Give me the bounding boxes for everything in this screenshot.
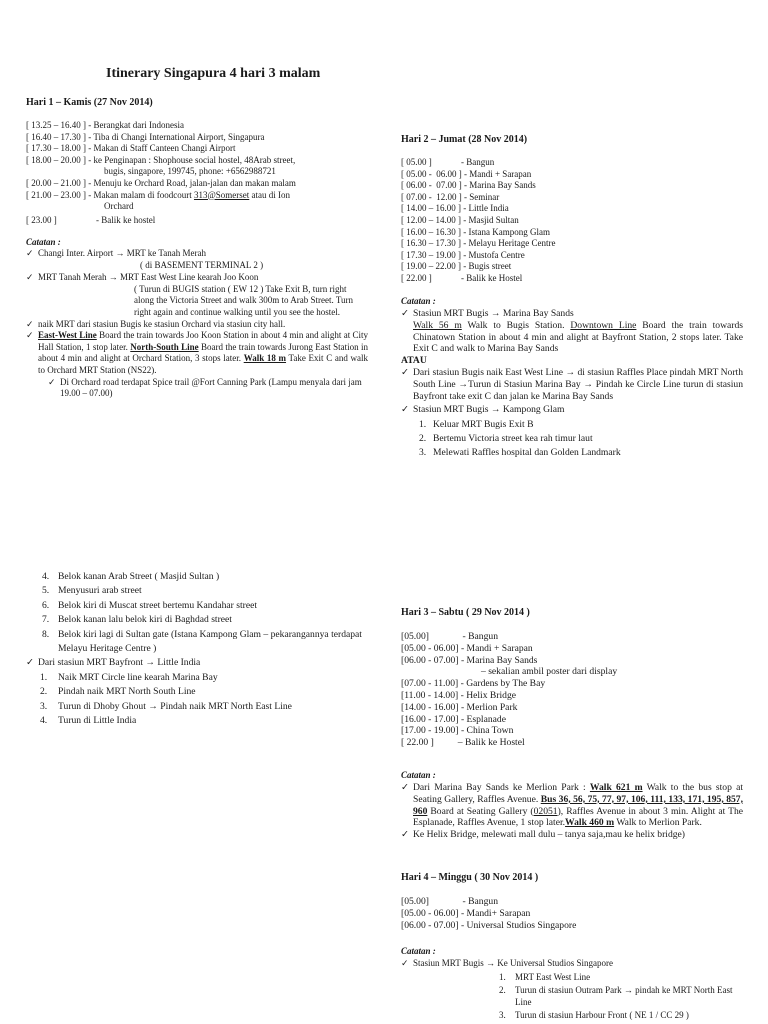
- note-text: [401, 320, 743, 355]
- note-text: Take Exit C and walk to Orchard MRT Station (NS22).: [38, 353, 369, 375]
- schedule-line: [06.00 - 07.00] - Universal Studios Singapore: [401, 919, 577, 931]
- schedule-line: [ 16.00 – 16.30 ] - Istana Kampong Glam: [401, 226, 550, 237]
- schedule-line: [ 20.00 – 21.00 ] - Menuju ke Orchard Road, jalan-jalan dan makan malam: [26, 177, 296, 188]
- list-item: [26, 628, 368, 657]
- list-number: 1.: [419, 419, 427, 431]
- schedule-line: [17.00 - 19.00] - China Town: [401, 725, 514, 737]
- check-icon: ✓: [26, 272, 34, 283]
- day1-catatan: Catatan :: [26, 237, 61, 247]
- step-text: Menyusuri arab street: [58, 585, 142, 597]
- schedule-line: [ 22.00 ] – Balik ke Hostel: [401, 737, 525, 749]
- note-text: Stasiun MRT Bugis → Ke Universal Studios Singapore: [413, 958, 614, 968]
- check-icon: ✓: [401, 829, 410, 841]
- schedule-line: [ 05.00 - 06.00 ] - Mandi + Sarapan: [401, 168, 532, 179]
- list-item: [401, 446, 743, 460]
- note-text: ), Raffles Avenue in about 3 min. Alight at The Esplanade, Raffles Avenue, 1 stop later.: [413, 805, 743, 829]
- list-item: [401, 432, 743, 446]
- check-icon: ✓: [401, 404, 410, 416]
- note-text: Ke Helix Bridge, melewati mall dulu – tanya saja,mau ke helix bridge): [413, 829, 686, 841]
- list-number: 2.: [40, 686, 48, 698]
- step-text: Naik MRT Circle line kearah Marina Bay: [58, 671, 218, 683]
- schedule-line: [05.00 - 06.00] - Mandi + Sarapan: [401, 642, 533, 654]
- list-number: 2.: [499, 985, 506, 996]
- schedule-time: [ 23.00 ]: [26, 214, 57, 225]
- note-item: [26, 248, 368, 260]
- list-number: 1.: [40, 671, 48, 683]
- line-label: Downtown Line: [570, 319, 637, 331]
- check-icon: ✓: [401, 308, 410, 319]
- note-text: Dari stasiun MRT Bayfront → Little India: [38, 657, 201, 669]
- check-icon: ✓: [48, 376, 56, 387]
- note-text: ( Turun di BUGIS station ( EW 12 ) Take Exit B, turn right along the Victoria Street and walk 300m to Arab Street. Turn right again and continue walking until you see the hostel.: [134, 283, 354, 317]
- schedule-line: [ 17.30 – 18.00 ] - Makan di Staff Canteen Changi Airport: [26, 143, 236, 154]
- check-icon: ✓: [401, 366, 410, 378]
- day1-schedule: [26, 120, 366, 226]
- note-text: Board the train towards Joo Koon Station in about 4 min and alight at City Hall Station, 1 stop later.: [38, 330, 368, 352]
- list-item: [401, 985, 743, 1008]
- note-text: Walk to Merlion Park.: [614, 817, 702, 829]
- day2-heading: Hari 2 – Jumat (28 Nov 2014): [401, 134, 528, 145]
- check-icon: ✓: [26, 330, 34, 341]
- walk-label: Walk 18 m: [243, 353, 287, 364]
- list-item: [26, 570, 368, 584]
- list-item: [26, 671, 368, 685]
- day3-heading: Hari 3 – Sabtu ( 29 Nov 2014 ): [401, 607, 530, 618]
- day4-schedule: [401, 896, 743, 931]
- schedule-line: [26, 190, 366, 202]
- step-text: Pindah naik MRT North South Line: [58, 686, 196, 698]
- atau-label: ATAU: [401, 355, 427, 367]
- step-text: Belok kanan Arab Street ( Masjid Sultan ): [58, 571, 220, 582]
- day2-notes: [401, 308, 743, 460]
- check-icon: ✓: [401, 958, 409, 968]
- list-item: [26, 700, 368, 714]
- check-icon: ✓: [26, 248, 34, 258]
- list-number: 3.: [40, 700, 48, 712]
- note-item: [26, 656, 368, 670]
- schedule-line: [06.00 - 07.00] - Marina Bay Sands: [401, 654, 538, 666]
- schedule-line: [ 22.00 ] - Balik ke Hostel: [401, 272, 523, 283]
- schedule-line: [14.00 - 16.00] - Merlion Park: [401, 701, 518, 713]
- day4-catatan: Catatan :: [401, 946, 436, 956]
- schedule-line: Orchard: [104, 201, 134, 212]
- step-text: Turun di stasiun Outram Park → pindah ke MRT North East Line: [515, 985, 733, 1007]
- note-item: [401, 782, 743, 829]
- day3-notes: [401, 782, 743, 841]
- list-item: [26, 584, 368, 598]
- note-text: naik MRT dari stasiun Bugis ke stasiun Orchard via stasiun city hall.: [38, 318, 286, 329]
- list-number: 4.: [42, 571, 50, 582]
- list-item: [26, 613, 368, 627]
- step-text: Belok kanan lalu belok kiri di Baghdad street: [58, 614, 232, 626]
- step-text: Turun di stasiun Harbour Front ( NE 1 / CC 29 ): [515, 1010, 689, 1021]
- line-label: East-West Line: [38, 330, 97, 341]
- schedule-line: bugis, singapore, 199745, phone: +6562988721: [104, 166, 276, 177]
- schedule-line: [ 06.00 - 07.00 ] - Marina Bay Sands: [401, 180, 536, 191]
- schedule-line: [ 19.00 – 22.00 ] - Bugis street: [401, 261, 512, 272]
- page-title: Itinerary Singapura 4 hari 3 malam: [106, 66, 321, 81]
- note-item: [401, 367, 743, 402]
- schedule-line: [ 17.30 – 19.00 ] - Mustofa Centre: [401, 249, 525, 260]
- schedule-line: [ 16.40 – 17.30 ] - Tiba di Changi International Airport, Singapura: [26, 131, 265, 142]
- schedule-line: [26, 215, 366, 227]
- note-text: Board at Seating Gallery (: [427, 805, 534, 817]
- list-item: [26, 685, 368, 699]
- line-label: North-South Line: [130, 341, 199, 352]
- page2-left: [26, 570, 368, 728]
- day1-notes: [26, 248, 368, 400]
- schedule-line: [ 14.00 – 16.00 ] - Little India: [401, 203, 509, 214]
- step-text: Turun di Little India: [58, 715, 137, 727]
- note-item: [401, 829, 743, 841]
- note-item: [26, 330, 368, 376]
- walk-label: Walk 460 m: [565, 817, 615, 829]
- list-number: 8.: [42, 628, 50, 640]
- schedule-line: [07.00 - 11.00] - Gardens by The Bay: [401, 678, 546, 690]
- note-text: Changi Inter. Airport → MRT ke Tanah Merah: [38, 248, 206, 258]
- list-number: 1.: [499, 971, 506, 982]
- schedule-text: atau di Ion: [249, 189, 291, 200]
- list-number: 7.: [42, 614, 50, 626]
- note-item: [401, 404, 743, 416]
- check-icon: ✓: [401, 782, 410, 793]
- check-icon: ✓: [26, 318, 34, 329]
- list-number: 3.: [419, 447, 427, 459]
- note-text: Walk to the bus stop at Seating Gallery, Raffles Avenue.: [413, 782, 743, 805]
- bus-stop-code: 02051: [533, 805, 558, 817]
- schedule-line: [ 12.00 – 14.00 ] - Masjid Sultan: [401, 214, 519, 225]
- step-text: Melewati Raffles hospital dan Golden Landmark: [433, 447, 621, 459]
- note-text: Dari Marina Bay Sands ke Merlion Park :: [413, 782, 590, 793]
- day3-schedule: [401, 631, 743, 749]
- day2-catatan: Catatan :: [401, 296, 436, 306]
- note-text: Walk to Bugis Station.: [461, 319, 571, 331]
- note-text: Board the train towards Jurong East Station in about 4 min and alight at Orchard Station, 3 stops later.: [38, 341, 368, 364]
- note-text: MRT Tanah Merah → MRT East West Line kearah Joo Koon: [38, 272, 259, 283]
- step-text: Belok kiri di Muscat street bertemu Kandahar street: [58, 599, 258, 611]
- list-item: [401, 972, 743, 984]
- step-text: Turun di Dhoby Ghout → Pindah naik MRT North East Line: [58, 700, 292, 712]
- list-number: 2.: [419, 433, 427, 445]
- schedule-line: [ 05.00 ] - Bangun: [401, 157, 495, 167]
- step-text: MRT East West Line: [515, 971, 591, 982]
- day3-catatan: Catatan :: [401, 770, 436, 780]
- note-text: Board the train towards Chinatown Station in about 4 min and alight at Bayfront Station, 2 stops later. Take Exit C and walk to Marina Bay Sands: [413, 319, 743, 355]
- list-item: [26, 599, 368, 613]
- schedule-line: – sekalian ambil poster dari display: [481, 666, 618, 678]
- schedule-line: [ 18.00 – 20.00 ] - ke Penginapan : Shophouse social hostel, 48Arab street,: [26, 154, 296, 165]
- note-text: Di Orchard road terdapat Spice trail @Fort Canning Park (Lampu menyala dari jam 19.00 – 07.00): [60, 376, 362, 399]
- link-somerset[interactable]: 313@Somerset: [193, 189, 250, 200]
- schedule-line: [05.00 - 06.00] - Mandi+ Sarapan: [401, 907, 531, 919]
- bus-label: Bus 36, 56, 75, 77, 97, 106, 111, 133, 171, 195, 857, 960: [413, 793, 743, 817]
- note-item: [26, 377, 368, 400]
- check-icon: ✓: [26, 657, 35, 669]
- walk-label: Walk 621 m: [589, 782, 643, 793]
- schedule-line: [11.00 - 14.00] - Helix Bridge: [401, 689, 517, 701]
- schedule-text: [ 21.00 – 23.00 ] - Makan malam di foodcourt: [26, 189, 194, 200]
- step-text: Belok kiri lagi di Sultan gate (Istana Kampong Glam – pekarangannya terdapat Melayu Heritage Centre ): [58, 628, 362, 655]
- step-text: Bertemu Victoria street kea rah timur laut: [433, 433, 593, 445]
- list-number: 6.: [42, 599, 50, 611]
- schedule-line: [05.00] - Bangun: [401, 896, 498, 907]
- day1-heading: Hari 1 – Kamis (27 Nov 2014): [26, 97, 153, 108]
- schedule-text: - Balik ke hostel: [96, 214, 156, 225]
- schedule-line: [16.00 - 17.00] - Esplanade: [401, 713, 506, 725]
- note-item: [26, 319, 368, 331]
- list-number: 5.: [42, 585, 50, 597]
- schedule-line: [05.00] - Bangun: [401, 631, 498, 642]
- list-item: [401, 1010, 743, 1022]
- note-text: Dari stasiun Bugis naik East West Line → di stasiun Raffles Place pindah MRT North South Line →Turun di Stasiun Marina Bay → Pindah ke Circle Line turun di stasiun Bayfront take exit C dan jalan ke Marina Bay Sands: [413, 366, 743, 402]
- list-number: 3.: [499, 1010, 506, 1021]
- note-item: [26, 272, 368, 284]
- note-text: ( di BASEMENT TERMINAL 2 ): [140, 259, 264, 270]
- step-text: Keluar MRT Bugis Exit B: [433, 419, 534, 431]
- note-text: Stasiun MRT Bugis → Kampong Glam: [413, 404, 565, 416]
- list-item: [26, 714, 368, 728]
- schedule-line: [ 07.00 - 12.00 ] - Seminar: [401, 191, 500, 202]
- walk-label: Walk 56 m: [413, 319, 462, 331]
- note-item: [401, 958, 743, 970]
- note-text: Stasiun MRT Bugis → Marina Bay Sands: [413, 308, 574, 319]
- schedule-line: [ 13.25 – 16.40 ] - Berangkat dari Indonesia: [26, 120, 184, 130]
- list-number: 4.: [40, 715, 48, 727]
- day4-heading: Hari 4 – Minggu ( 30 Nov 2014 ): [401, 872, 539, 883]
- day2-schedule: [401, 157, 741, 285]
- schedule-line: [ 16.30 – 17.30 ] - Melayu Heritage Centre: [401, 238, 556, 249]
- note-item: [401, 308, 743, 320]
- day4-notes: [401, 958, 743, 1022]
- list-item: [401, 418, 743, 432]
